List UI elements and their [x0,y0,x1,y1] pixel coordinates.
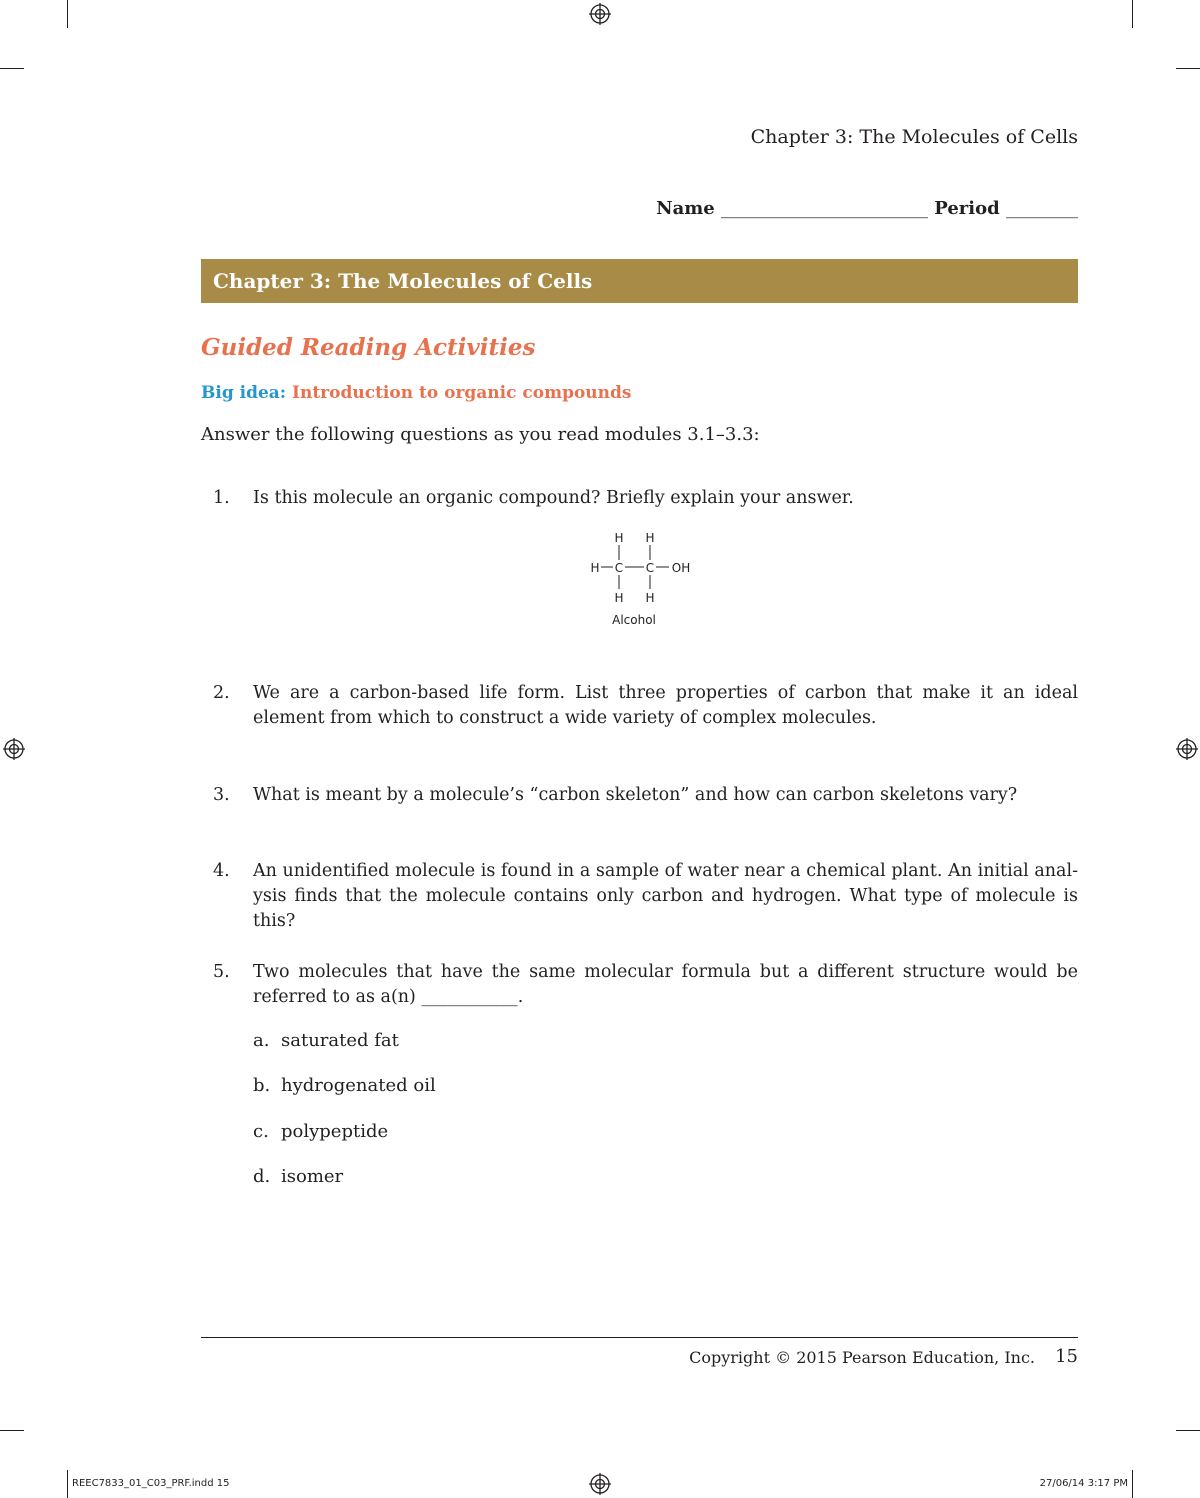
question-1 [201,486,1078,511]
question-3 [201,783,1078,808]
running-head: Chapter 3: The Molecules of Cells [750,126,1078,148]
registration-mark-icon [589,3,611,25]
option-a [253,1030,399,1051]
atom-c-2: C [645,561,655,575]
question-text: An unidentified molecule is found in a sample of water near a chemical plant. An initial anal-ysis finds that the molecule contains only carbon and hydrogen. What type of molecule is this? [253,861,1078,931]
option-letter: b. [253,1075,271,1096]
question-number: 4. [213,861,230,881]
crop-mark [1132,0,1133,28]
question-2 [201,681,1078,731]
slug-file-info: REEC7833_01_C03_PRF.indd 15 [72,1478,230,1489]
atom-h-top-right: H [645,531,655,545]
crop-mark [1132,1470,1133,1498]
name-label: Name [656,198,715,219]
section-title: Guided Reading Activities [201,334,536,361]
big-idea-text: Introduction to organic compounds [292,383,632,403]
option-letter: d. [253,1166,271,1187]
option-b [253,1075,436,1096]
question-text: Two molecules that have the same molecular formula but a different structure would be referred to as a(n) ___________. [253,962,1078,1007]
option-letter: c. [253,1121,269,1142]
registration-mark-icon [1176,738,1198,760]
footer-rule [201,1337,1078,1338]
atom-h-top-left: H [614,531,624,545]
slug-date-info: 27/06/14 3:17 PM [1039,1478,1128,1489]
question-number: 3. [213,785,230,805]
group-oh: OH [671,561,691,575]
molecule-caption: Alcohol [612,613,656,627]
option-c [253,1121,388,1142]
question-number: 2. [213,683,230,703]
question-number: 5. [213,962,230,982]
atom-c-1: C [614,561,624,575]
option-d [253,1166,343,1187]
question-4 [201,859,1078,934]
option-text: isomer [281,1166,344,1187]
period-label: Period [934,198,1000,219]
option-text: polypeptide [281,1121,389,1142]
registration-mark-icon [589,1473,611,1495]
question-text: Is this molecule an organic compound? Briefly explain your answer. [253,488,854,508]
atom-h-bottom-left: H [614,591,624,605]
copyright: Copyright © 2015 Pearson Education, Inc. [689,1348,1035,1367]
crop-mark [0,68,24,69]
atom-h-left: H [590,561,600,575]
big-idea-label: Big idea: [201,383,287,403]
instructions: Answer the following questions as you read modules 3.1–3.3: [201,424,760,445]
page-number: 15 [1055,1346,1078,1367]
crop-mark [1176,1430,1200,1431]
crop-mark [67,0,68,28]
question-text: We are a carbon-based life form. List three properties of carbon that make it an ideal element from which to construct a wide variety of complex molecules. [253,683,1078,728]
name-blank: _______________________ [721,198,929,219]
big-idea [201,383,631,403]
atom-h-bottom-right: H [645,591,655,605]
option-text: saturated fat [281,1030,399,1051]
option-text: hydrogenated oil [281,1075,436,1096]
registration-mark-icon [3,738,25,760]
period-blank: ________ [1006,198,1078,219]
question-number: 1. [213,488,230,508]
question-text: What is meant by a molecule’s “carbon skeleton” and how can carbon skeletons vary? [253,785,1018,805]
crop-mark [67,1470,68,1498]
option-letter: a. [253,1030,270,1051]
name-period-line [560,198,1078,219]
question-5 [201,960,1078,1010]
chapter-banner: Chapter 3: The Molecules of Cells [201,259,1078,303]
crop-mark [1176,68,1200,69]
crop-mark [0,1430,24,1431]
alcohol-molecule-diagram [580,526,700,632]
